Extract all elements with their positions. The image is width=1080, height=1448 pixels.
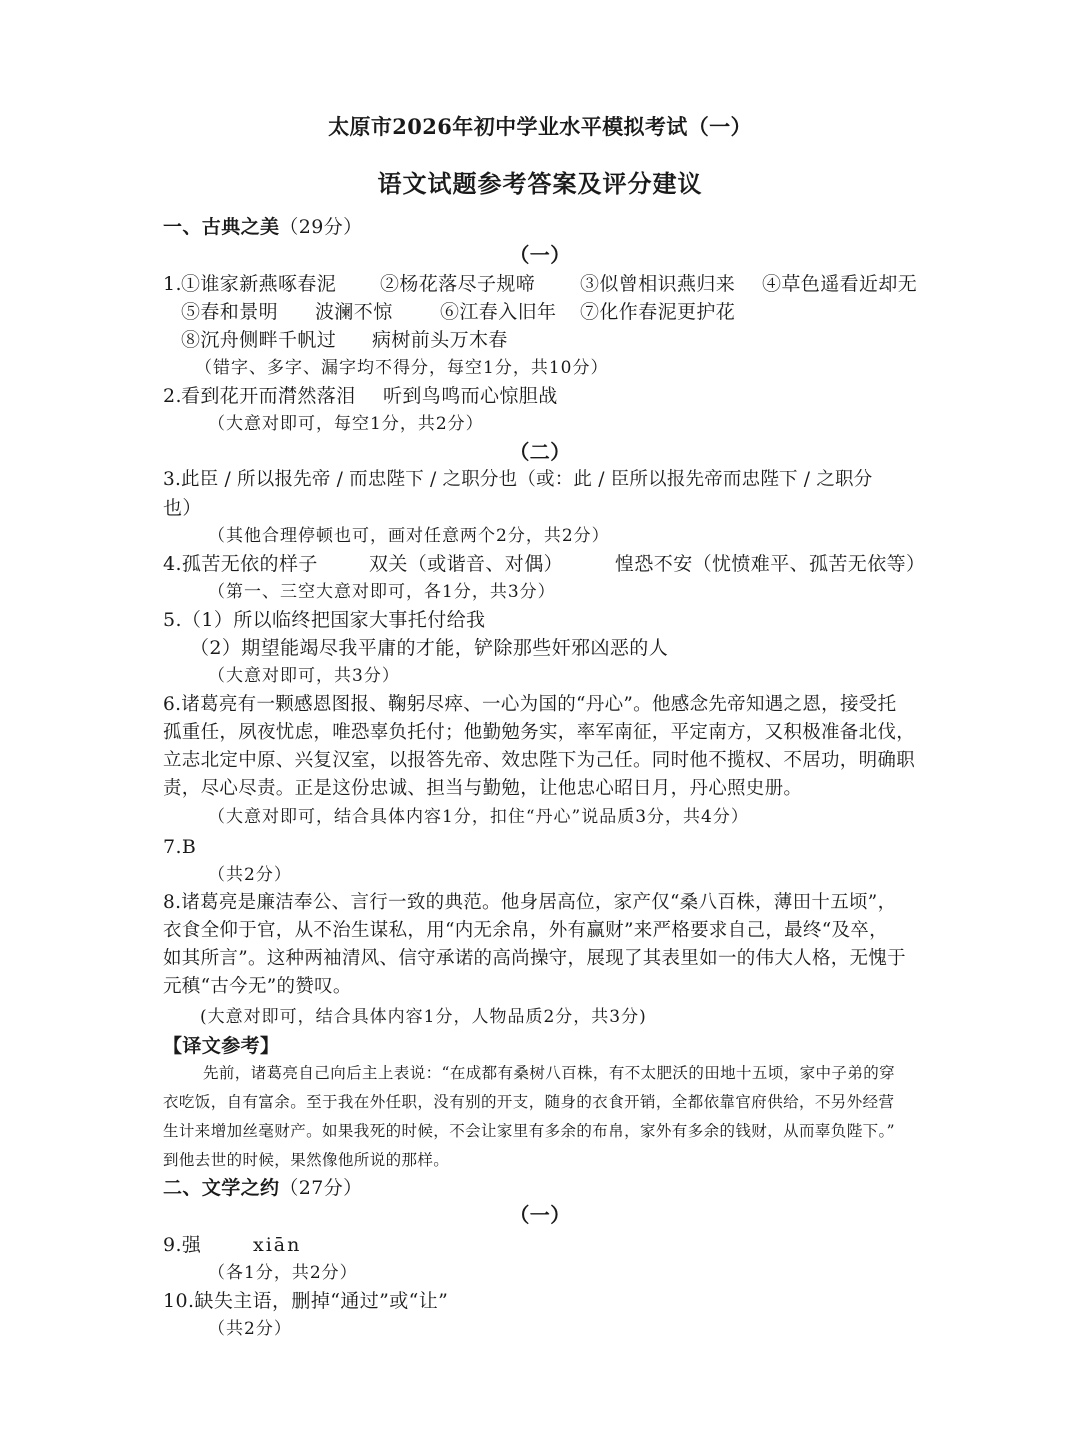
subsection-marker-2: （二） [509, 440, 571, 464]
q1-answer-8b: 病树前头万木春 [372, 329, 508, 351]
q3-answer-line-2: 也） [163, 497, 202, 519]
q1-answer-6: ⑥江春入旧年 [440, 301, 557, 323]
q8-scoring-note: (大意对即可，结合具体内容1分，人物品质2分，共3分) [200, 1007, 647, 1027]
section-score: （29分） [279, 216, 363, 238]
q1-answer-5b: 波澜不惊 [315, 301, 393, 323]
translation-line: 到他去世的时候，果然像他所说的那样。 [163, 1151, 450, 1169]
subsection-marker-1: （一） [509, 243, 571, 267]
q1-answer-3: ③似曾相识燕归来 [580, 273, 736, 295]
q9-scoring-note: （各1分，共2分） [208, 1263, 358, 1283]
q8-answer-line: 8.诸葛亮是廉洁奉公、言行一致的典范。他身居高位，家产仅“桑八百株，薄田十五顷”， [163, 892, 897, 913]
q1-answer-5a: ⑤春和景明 [181, 301, 279, 323]
section-title: 二、文学之约 [163, 1177, 280, 1199]
q9-answer-1: 9.强 [163, 1234, 202, 1256]
q6-scoring-note: （大意对即可，结合具体内容1分，扣住“丹心”说品质3分，共4分） [208, 807, 749, 827]
section-heading-2 [163, 1176, 363, 1200]
q3-answer-line-1: 3.此臣 / 所以报先帝 / 而忠陛下 / 之职分也（或：此 / 臣所以报先帝而忠陛下 / 之职分 [163, 469, 873, 490]
q4-answer-3: 惶恐不安（忧愤难平、孤苦无依等） [615, 553, 926, 575]
q6-answer-line: 责，尽心尽责。正是这份忠诚、担当与勤勉，让他忠心昭日月，丹心照史册。 [163, 778, 803, 799]
q7-answer: 7.B [163, 836, 197, 858]
q2-scoring-note: （大意对即可，每空1分，共2分） [208, 414, 484, 434]
translation-heading: 【译文参考】 [163, 1035, 280, 1057]
q1-answer-1: ①谁家新燕啄春泥 [181, 273, 337, 295]
q3-scoring-note: （其他合理停顿也可，画对任意两个2分，共2分） [208, 526, 610, 546]
translation-line: 生计来增加丝毫财产。如果我死的时候，不会让家里有多余的布帛，家外有多余的钱财，从而辜负陛下。” [163, 1122, 895, 1140]
q4-answer-1: 4.孤苦无依的样子 [163, 553, 318, 575]
q2-num: 2. [163, 385, 182, 407]
q8-answer-line: 衣食全仰于官，从不治生谋私，用“内无余帛，外有赢财”来严格要求自己，最终“及卒， [163, 920, 888, 941]
exam-title: 太原市2026年初中学业水平模拟考试（一） [328, 114, 752, 139]
subsection-marker-3: （一） [509, 1203, 571, 1227]
q5-answer-1: 5.（1）所以临终把国家大事托付给我 [163, 609, 486, 631]
q4-answer-2: 双关（或谐音、对偶） [369, 553, 564, 575]
translation-line: 衣吃饭，自有富余。至于我在外任职，没有别的开支，随身的衣食开销，全都依靠官府供给，不另外经营 [163, 1093, 895, 1111]
q1-answer-7: ⑦化作春泥更护花 [580, 301, 736, 323]
q8-answer-line: 元稹“古今无”的赞叹。 [163, 976, 352, 997]
q1-answer-2: ②杨花落尽子规啼 [380, 273, 536, 295]
q8-answer-line: 如其所言”。这种两袖清风、信守承诺的高尚操守，展现了其表里如一的伟大人格，无愧于 [163, 948, 906, 969]
q7-scoring-note: （共2分） [208, 865, 292, 885]
q1-num: 1. [163, 273, 182, 295]
q1-answer-4: ④草色遥看近却无 [762, 273, 918, 295]
q6-answer-line: 孤重任，夙夜忧虑，唯恐辜负托付；他勤勉务实，率军南征，平定南方，又积极准备北伐， [163, 722, 916, 743]
section-heading-1 [163, 215, 363, 239]
translation-line: 先前，诸葛亮自己向后主上表说：“在成都有桑树八百株，有不太肥沃的田地十五顷，家中子弟的穿 [203, 1064, 896, 1082]
q5-scoring-note: （大意对即可，共3分） [208, 666, 400, 686]
q6-answer-line: 立志北定中原、兴复汉室，以报答先帝、效忠陛下为己任。同时他不揽权、不居功，明确职 [163, 750, 916, 771]
q5-answer-2: （2）期望能竭尽我平庸的才能，铲除那些奸邪凶恶的人 [190, 637, 669, 659]
q2-answer-1: 看到花开而潸然落泪 [181, 385, 356, 407]
document-title: 语文试题参考答案及评分建议 [377, 169, 703, 198]
q4-scoring-note: （第一、三空大意对即可，各1分，共3分） [208, 582, 556, 602]
q9-answer-2: xiān [253, 1234, 302, 1256]
q1-scoring-note: （错字、多字、漏字均不得分，每空1分，共10分） [195, 358, 609, 378]
q1-answer-8a: ⑧沉舟侧畔千帆过 [181, 329, 337, 351]
section-score: （27分） [279, 1177, 363, 1199]
q6-answer-line: 6.诸葛亮有一颗感恩图报、鞠躬尽瘁、一心为国的“丹心”。他感念先帝知遇之恩，接受托 [163, 694, 897, 715]
q10-answer: 10.缺失主语，删掉“通过”或“让” [163, 1290, 449, 1312]
section-title: 一、古典之美 [163, 216, 280, 238]
q2-answer-2: 听到鸟鸣而心惊胆战 [383, 385, 558, 407]
q10-scoring-note: （共2分） [208, 1319, 292, 1339]
